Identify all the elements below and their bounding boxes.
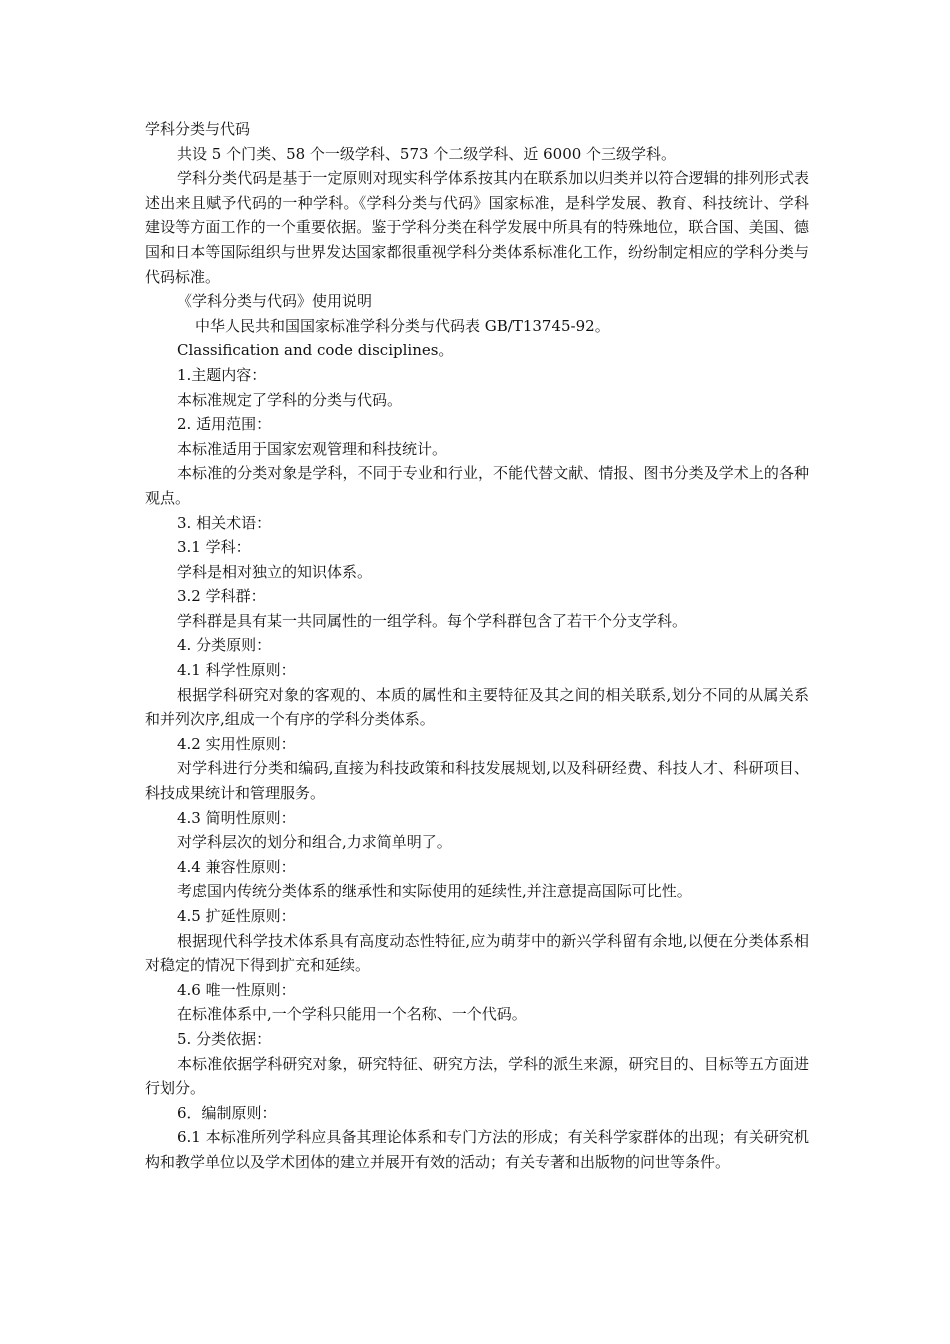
subsection-heading: 4.4 兼容性原则： xyxy=(177,857,296,876)
paragraph: 学科群是具有某一共同属性的一组学科。每个学科群包含了若干个分支学科。 xyxy=(177,611,688,630)
subsection-heading: 3.1 学科： xyxy=(177,538,251,557)
document-body xyxy=(145,117,809,1175)
section-heading: 3. 相关术语： xyxy=(177,513,272,532)
subsection-heading: 4.1 科学性原则： xyxy=(177,661,296,680)
section-heading: 4. 分类原则： xyxy=(177,636,272,655)
paragraph: 考虑国内传统分类体系的继承性和实际使用的延续性,并注意提高国际可比性。 xyxy=(177,882,692,901)
paragraph: 学科是相对独立的知识体系。 xyxy=(177,562,373,581)
paragraph: 6.1 本标准所列学科应具备其理论体系和专门方法的形成；有关科学家群体的出现；有关研究机构和教学单位以及学术团体的建立并展开有效的活动；有关专著和出版物的问世等条件。 xyxy=(145,1128,809,1171)
paragraph: 对学科进行分类和编码,直接为科技政策和科技发展规划,以及科研经费、科技人才、科研项目、科技成果统计和管理服务。 xyxy=(145,759,809,803)
subsection-heading: 4.6 唯一性原则： xyxy=(177,980,296,999)
usage-heading: 《学科分类与代码》使用说明 xyxy=(177,292,373,311)
paragraph: 本标准的分类对象是学科，不同于专业和行业，不能代替文献、情报、图书分类及学术上的各种观点。 xyxy=(145,464,809,507)
section-heading: 5. 分类依据： xyxy=(177,1029,272,1048)
section-heading: 2. 适用范围： xyxy=(177,415,272,434)
subsection-heading: 4.2 实用性原则： xyxy=(177,734,296,753)
subsection-heading: 4.5 扩延性原则： xyxy=(177,907,296,925)
paragraph: 根据学科研究对象的客观的、本质的属性和主要特征及其之间的相关联系,划分不同的从属关系和并列次序,组成一个有序的学科分类体系。 xyxy=(145,685,809,729)
paragraph: 根据现代科学技术体系具有高度动态性特征,应为萌芽中的新兴学科留有余地,以便在分类体系相对稳定的情况下得到扩充和延续。 xyxy=(145,931,809,975)
paragraph: 本标准依据学科研究对象，研究特征、研究方法，学科的派生来源，研究目的、目标等五方面进行划分。 xyxy=(145,1054,809,1098)
paragraph-summary: 共设 5 个门类、58 个一级学科、573 个二级学科、近 6000 个三级学科。 xyxy=(177,144,677,163)
paragraph: 在标准体系中,一个学科只能用一个名称、一个代码。 xyxy=(177,1005,527,1024)
standard-name: 中华人民共和国国家标准学科分类与代码表 GB/T13745-92。 xyxy=(195,316,610,335)
document-title: 学科分类与代码 xyxy=(145,120,251,138)
english-title: Classification and code disciplines。 xyxy=(177,341,454,360)
section-heading: 1.主题内容： xyxy=(177,365,267,384)
subsection-heading: 3.2 学科群： xyxy=(177,587,266,606)
subsection-heading: 4.3 简明性原则： xyxy=(177,808,296,827)
paragraph-definition: 学科分类代码是基于一定原则对现实科学体系按其内在联系加以归类并以符合逻辑的排列形式表述出来且赋予代码的一种学科。《学科分类与代码》国家标准，是科学发展、教育、科技统计、学科建设等方面工作的一个重要依据。鉴于学科分类在科学发展中所具有的特殊地位，联合国、美国、德国和日本等国际组织与世界发达国家都很重视学科分类体系标准化工作，纷纷制定相应的学科分类与代码标准。 xyxy=(145,169,809,286)
paragraph: 本标准规定了学科的分类与代码。 xyxy=(177,390,403,409)
paragraph: 对学科层次的划分和组合,力求简单明了。 xyxy=(177,833,452,852)
section-heading: 6．编制原则： xyxy=(177,1103,277,1122)
paragraph: 本标准适用于国家宏观管理和科技统计。 xyxy=(177,439,448,458)
